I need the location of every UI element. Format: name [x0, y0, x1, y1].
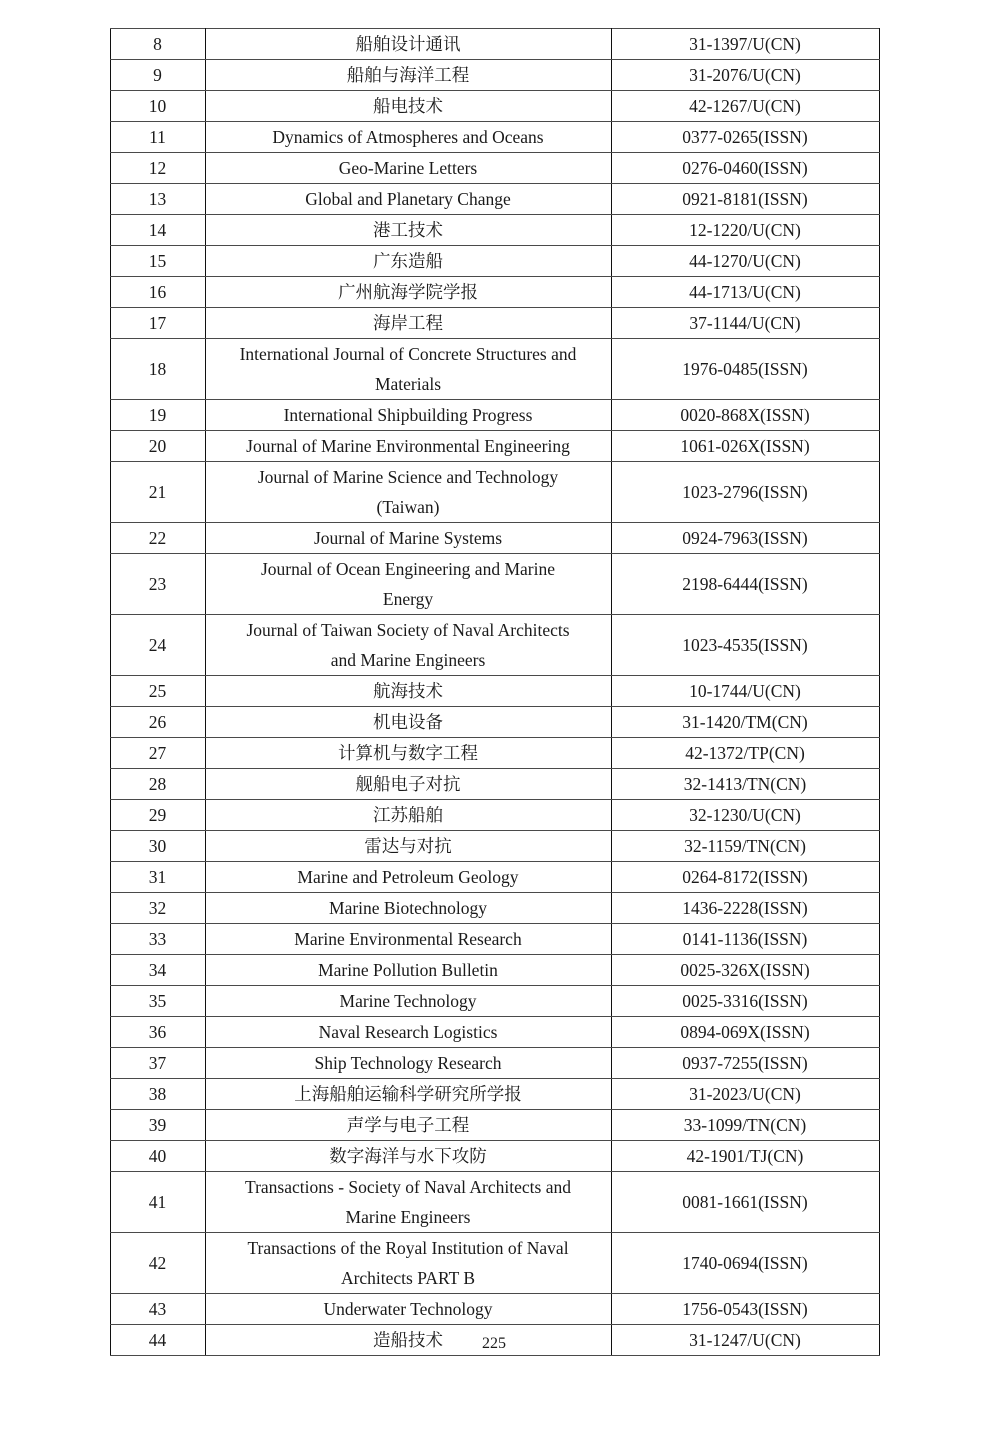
journal-name-line: Materials — [374, 374, 442, 394]
journal-name-line: Global and Planetary Change — [305, 189, 511, 209]
journal-name-line: Transactions of the Royal Institution of Naval — [247, 1238, 569, 1258]
journal-name-line: 机电设备 — [373, 712, 443, 732]
journal-name-lines — [206, 1172, 611, 1232]
row-index-cell: 15 — [110, 246, 205, 277]
journal-code-cell: 0377-0265(ISSN) — [611, 122, 879, 153]
journal-name-line: 上海船舶运输科学研究所学报 — [294, 1084, 522, 1104]
journal-code-cell: 32-1159/TN(CN) — [611, 831, 879, 862]
table-row — [110, 1172, 879, 1233]
journal-name-line: 数字海洋与水下攻防 — [329, 1146, 487, 1166]
table-row — [110, 738, 879, 769]
journal-name-line: Geo-Marine Letters — [338, 158, 478, 178]
journal-name-lines — [206, 1141, 611, 1171]
journal-code-cell: 32-1230/U(CN) — [611, 800, 879, 831]
journal-name-line: 声学与电子工程 — [346, 1115, 470, 1135]
table-row — [110, 60, 879, 91]
journal-table-container — [110, 28, 879, 1356]
row-index-cell: 43 — [110, 1294, 205, 1325]
journal-code-cell: 44-1270/U(CN) — [611, 246, 879, 277]
journal-name-line: Marine Environmental Research — [294, 929, 522, 949]
journal-code-cell: 31-1420/TM(CN) — [611, 707, 879, 738]
journal-name-line: 船电技术 — [373, 96, 443, 116]
journal-name-lines — [206, 831, 611, 861]
journal-name-line: Architects PART B — [340, 1268, 476, 1288]
journal-name-lines — [206, 523, 611, 553]
row-index-cell: 32 — [110, 893, 205, 924]
journal-name-cell — [205, 893, 611, 924]
journal-code-cell: 1061-026X(ISSN) — [611, 431, 879, 462]
table-row — [110, 1294, 879, 1325]
table-row — [110, 769, 879, 800]
row-index-cell: 14 — [110, 215, 205, 246]
row-index-cell: 23 — [110, 554, 205, 615]
journal-name-line: Journal of Taiwan Society of Naval Architects — [246, 620, 570, 640]
journal-name-lines — [206, 277, 611, 307]
journal-name-lines — [206, 29, 611, 59]
journal-name-line: Underwater Technology — [323, 1299, 493, 1319]
journal-name-lines — [206, 1017, 611, 1047]
table-row — [110, 215, 879, 246]
row-index-cell: 29 — [110, 800, 205, 831]
row-index-cell: 26 — [110, 707, 205, 738]
journal-name-lines — [206, 153, 611, 183]
journal-code-cell: 1023-2796(ISSN) — [611, 462, 879, 523]
table-row — [110, 1110, 879, 1141]
journal-name-cell — [205, 60, 611, 91]
journal-code-cell: 31-2076/U(CN) — [611, 60, 879, 91]
journal-name-cell — [205, 246, 611, 277]
journal-code-cell: 1976-0485(ISSN) — [611, 339, 879, 400]
journal-name-lines — [206, 339, 611, 399]
table-row — [110, 554, 879, 615]
journal-name-cell — [205, 277, 611, 308]
row-index-cell: 12 — [110, 153, 205, 184]
journal-name-line: Marine Biotechnology — [329, 898, 487, 918]
journal-name-line: 计算机与数字工程 — [338, 743, 478, 763]
table-row — [110, 462, 879, 523]
journal-name-line: Marine Technology — [339, 991, 477, 1011]
row-index-cell: 34 — [110, 955, 205, 986]
row-index-cell: 30 — [110, 831, 205, 862]
row-index-cell: 37 — [110, 1048, 205, 1079]
journal-name-line: International Shipbuilding Progress — [283, 405, 533, 425]
table-row — [110, 1079, 879, 1110]
row-index-cell: 44 — [110, 1325, 205, 1356]
row-index-cell: 20 — [110, 431, 205, 462]
journal-name-lines — [206, 1048, 611, 1078]
journal-name-line: Energy — [382, 589, 434, 609]
journal-name-lines — [206, 986, 611, 1016]
journal-name-line: 江苏船舶 — [373, 805, 443, 825]
journal-name-lines — [206, 893, 611, 923]
journal-name-line: Journal of Ocean Engineering and Marine — [261, 559, 555, 579]
journal-code-cell: 10-1744/U(CN) — [611, 676, 879, 707]
journal-name-cell — [205, 339, 611, 400]
journal-name-cell — [205, 308, 611, 339]
journal-name-lines — [206, 91, 611, 121]
journal-code-cell: 0264-8172(ISSN) — [611, 862, 879, 893]
journal-name-cell — [205, 1141, 611, 1172]
journal-name-line: Naval Research Logistics — [318, 1022, 498, 1042]
journal-table-body — [110, 29, 879, 1356]
journal-name-cell — [205, 1172, 611, 1233]
journal-name-line: 航海技术 — [373, 681, 443, 701]
journal-name-cell — [205, 769, 611, 800]
row-index-cell: 35 — [110, 986, 205, 1017]
journal-name-line: 雷达与对抗 — [364, 836, 452, 856]
journal-name-cell — [205, 462, 611, 523]
table-row — [110, 1017, 879, 1048]
journal-table — [110, 28, 880, 1356]
table-row — [110, 1141, 879, 1172]
journal-name-lines — [206, 615, 611, 675]
journal-name-cell — [205, 1294, 611, 1325]
journal-name-cell — [205, 153, 611, 184]
row-index-cell: 28 — [110, 769, 205, 800]
journal-name-line: Marine and Petroleum Geology — [297, 867, 519, 887]
journal-code-cell: 31-2023/U(CN) — [611, 1079, 879, 1110]
table-row — [110, 91, 879, 122]
journal-name-lines — [206, 400, 611, 430]
journal-name-line: Transactions - Society of Naval Architects and — [245, 1177, 571, 1197]
journal-name-cell — [205, 615, 611, 676]
journal-name-lines — [206, 184, 611, 214]
journal-name-cell — [205, 1048, 611, 1079]
journal-name-lines — [206, 431, 611, 461]
journal-name-lines — [206, 1294, 611, 1324]
journal-name-cell — [205, 707, 611, 738]
row-index-cell: 39 — [110, 1110, 205, 1141]
journal-code-cell: 1740-0694(ISSN) — [611, 1233, 879, 1294]
journal-name-line: 广州航海学院学报 — [338, 282, 478, 302]
table-row — [110, 29, 879, 60]
journal-name-line: 船舶设计通讯 — [355, 34, 461, 54]
journal-name-lines — [206, 738, 611, 768]
row-index-cell: 13 — [110, 184, 205, 215]
journal-name-line: Ship Technology Research — [314, 1053, 502, 1073]
journal-name-line: 船舶与海洋工程 — [346, 65, 470, 85]
journal-name-lines — [206, 308, 611, 338]
journal-code-cell: 31-1397/U(CN) — [611, 29, 879, 60]
journal-name-lines — [206, 1233, 611, 1293]
journal-name-cell — [205, 523, 611, 554]
journal-code-cell: 0025-3316(ISSN) — [611, 986, 879, 1017]
journal-code-cell: 0276-0460(ISSN) — [611, 153, 879, 184]
page-number: 225 — [482, 1335, 506, 1352]
journal-code-cell: 0924-7963(ISSN) — [611, 523, 879, 554]
journal-name-lines — [206, 676, 611, 706]
journal-name-cell — [205, 831, 611, 862]
journal-name-lines — [206, 554, 611, 614]
journal-name-lines — [206, 1079, 611, 1109]
journal-name-lines — [206, 462, 611, 522]
row-index-cell: 17 — [110, 308, 205, 339]
row-index-cell: 19 — [110, 400, 205, 431]
journal-name-cell — [205, 91, 611, 122]
journal-name-line: 海岸工程 — [373, 313, 443, 333]
journal-name-cell — [205, 924, 611, 955]
table-row — [110, 707, 879, 738]
table-row — [110, 862, 879, 893]
journal-name-cell — [205, 738, 611, 769]
journal-name-cell — [205, 1079, 611, 1110]
journal-name-cell — [205, 676, 611, 707]
journal-name-cell — [205, 1017, 611, 1048]
journal-name-line: Dynamics of Atmospheres and Oceans — [272, 127, 544, 147]
row-index-cell: 27 — [110, 738, 205, 769]
row-index-cell: 21 — [110, 462, 205, 523]
journal-code-cell: 0921-8181(ISSN) — [611, 184, 879, 215]
table-row — [110, 246, 879, 277]
journal-name-cell — [205, 986, 611, 1017]
journal-code-cell: 1023-4535(ISSN) — [611, 615, 879, 676]
table-row — [110, 523, 879, 554]
journal-name-line: International Journal of Concrete Structures and — [239, 344, 577, 364]
row-index-cell: 8 — [110, 29, 205, 60]
journal-name-cell — [205, 1110, 611, 1141]
table-row — [110, 924, 879, 955]
journal-code-cell: 0937-7255(ISSN) — [611, 1048, 879, 1079]
journal-code-cell: 0025-326X(ISSN) — [611, 955, 879, 986]
table-row — [110, 800, 879, 831]
row-index-cell: 38 — [110, 1079, 205, 1110]
journal-code-cell: 42-1901/TJ(CN) — [611, 1141, 879, 1172]
journal-name-cell — [205, 955, 611, 986]
journal-name-line: 舰船电子对抗 — [355, 774, 461, 794]
journal-name-lines — [206, 862, 611, 892]
table-row — [110, 308, 879, 339]
table-row — [110, 431, 879, 462]
journal-name-line: 造船技术 — [373, 1330, 443, 1350]
journal-code-cell: 42-1267/U(CN) — [611, 91, 879, 122]
row-index-cell: 42 — [110, 1233, 205, 1294]
journal-name-line: Marine Engineers — [345, 1207, 471, 1227]
journal-name-lines — [206, 800, 611, 830]
journal-name-cell — [205, 431, 611, 462]
row-index-cell: 40 — [110, 1141, 205, 1172]
journal-name-cell — [205, 122, 611, 153]
row-index-cell: 16 — [110, 277, 205, 308]
journal-name-cell — [205, 29, 611, 60]
journal-name-lines — [206, 769, 611, 799]
journal-name-lines — [206, 215, 611, 245]
journal-name-cell — [205, 800, 611, 831]
journal-name-cell — [205, 1233, 611, 1294]
journal-code-cell: 1756-0543(ISSN) — [611, 1294, 879, 1325]
table-row — [110, 986, 879, 1017]
journal-name-lines — [206, 1110, 611, 1140]
journal-code-cell: 0081-1661(ISSN) — [611, 1172, 879, 1233]
journal-name-lines — [206, 122, 611, 152]
row-index-cell: 11 — [110, 122, 205, 153]
journal-code-cell: 31-1247/U(CN) — [611, 1325, 879, 1356]
row-index-cell: 36 — [110, 1017, 205, 1048]
table-row — [110, 955, 879, 986]
table-row — [110, 1233, 879, 1294]
journal-code-cell: 2198-6444(ISSN) — [611, 554, 879, 615]
journal-name-line: Marine Pollution Bulletin — [318, 960, 498, 980]
row-index-cell: 18 — [110, 339, 205, 400]
table-row — [110, 122, 879, 153]
row-index-cell: 9 — [110, 60, 205, 91]
journal-code-cell: 32-1413/TN(CN) — [611, 769, 879, 800]
table-row — [110, 893, 879, 924]
journal-code-cell: 33-1099/TN(CN) — [611, 1110, 879, 1141]
table-row — [110, 1048, 879, 1079]
row-index-cell: 41 — [110, 1172, 205, 1233]
journal-code-cell: 0141-1136(ISSN) — [611, 924, 879, 955]
journal-name-lines — [206, 60, 611, 90]
journal-code-cell: 37-1144/U(CN) — [611, 308, 879, 339]
journal-name-line: (Taiwan) — [376, 497, 440, 517]
row-index-cell: 10 — [110, 91, 205, 122]
journal-name-cell — [205, 215, 611, 246]
row-index-cell: 33 — [110, 924, 205, 955]
journal-name-cell — [205, 554, 611, 615]
table-row — [110, 615, 879, 676]
journal-name-line: 港工技术 — [373, 220, 443, 240]
journal-code-cell: 12-1220/U(CN) — [611, 215, 879, 246]
row-index-cell: 22 — [110, 523, 205, 554]
journal-code-cell: 0020-868X(ISSN) — [611, 400, 879, 431]
journal-code-cell: 0894-069X(ISSN) — [611, 1017, 879, 1048]
journal-code-cell: 44-1713/U(CN) — [611, 277, 879, 308]
table-row — [110, 339, 879, 400]
journal-name-line: Journal of Marine Systems — [313, 528, 503, 548]
row-index-cell: 25 — [110, 676, 205, 707]
journal-code-cell: 42-1372/TP(CN) — [611, 738, 879, 769]
journal-name-line: Journal of Marine Science and Technology — [257, 467, 559, 487]
journal-name-cell — [205, 184, 611, 215]
table-row — [110, 184, 879, 215]
journal-name-lines — [206, 707, 611, 737]
table-row — [110, 277, 879, 308]
journal-name-lines — [206, 924, 611, 954]
table-row — [110, 400, 879, 431]
journal-name-cell — [205, 862, 611, 893]
table-row — [110, 153, 879, 184]
journal-name-line: Journal of Marine Environmental Engineering — [246, 436, 570, 456]
row-index-cell: 31 — [110, 862, 205, 893]
journal-name-lines — [206, 955, 611, 985]
journal-name-line: and Marine Engineers — [330, 650, 486, 670]
table-row — [110, 676, 879, 707]
journal-name-cell — [205, 400, 611, 431]
journal-name-line: 广东造船 — [373, 251, 443, 271]
row-index-cell: 24 — [110, 615, 205, 676]
journal-name-lines — [206, 246, 611, 276]
table-row — [110, 831, 879, 862]
journal-code-cell: 1436-2228(ISSN) — [611, 893, 879, 924]
